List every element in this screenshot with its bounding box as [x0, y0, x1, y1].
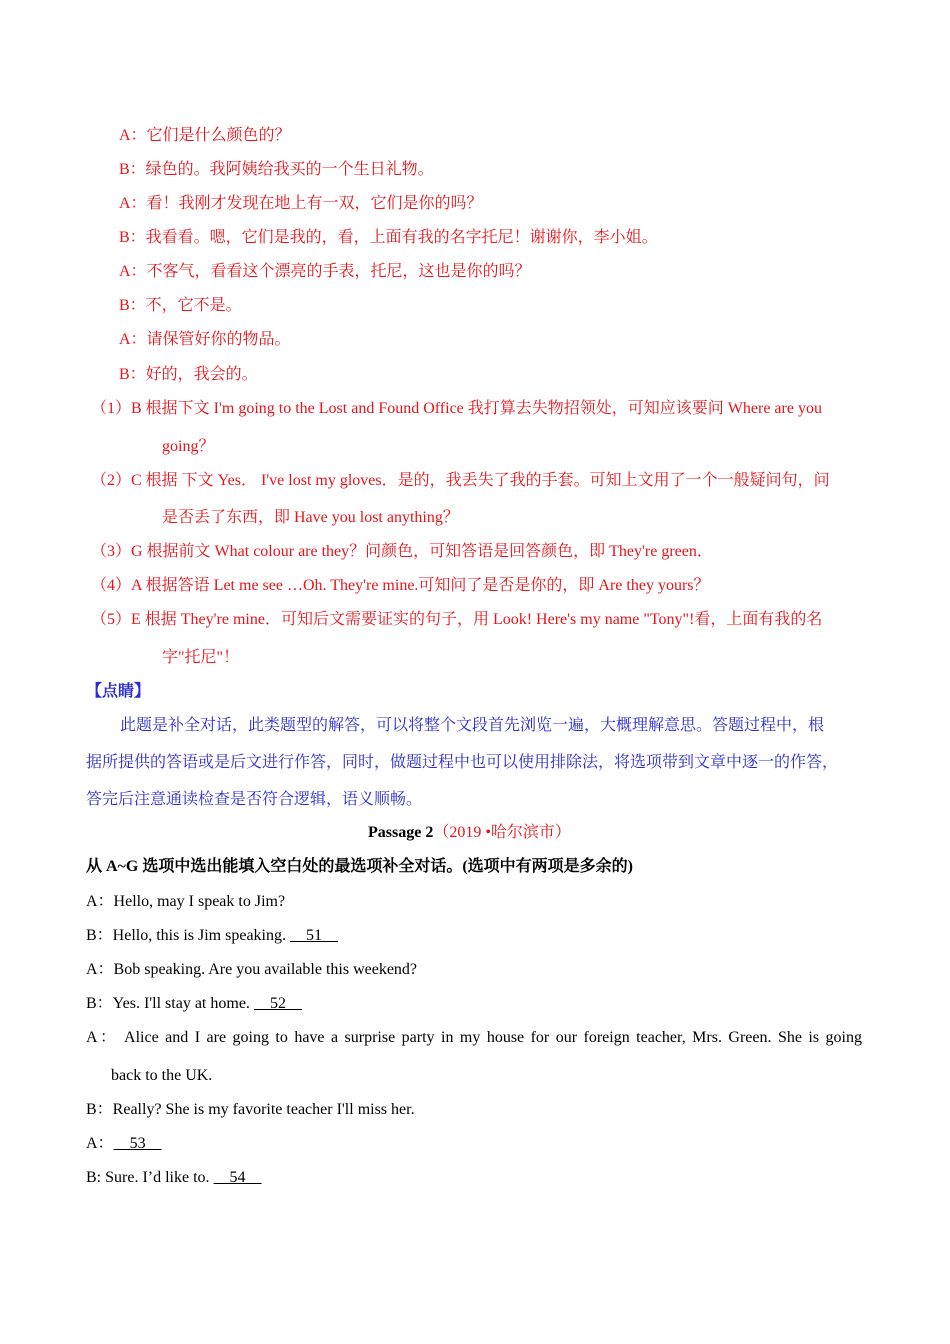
instructions: 从 A~G 选项中选出能填入空白处的最选项补全对话。(选项中有两项是多余的) [86, 858, 633, 875]
dialogue-line: B: Sure. I’d like to. 54 [86, 1169, 262, 1186]
tip-paragraph-line: 此题是补全对话，此类题型的解答，可以将整个文段首先浏览一遍，大概理解意思。答题过程中，根 [120, 717, 825, 734]
answer-explanation-4: （4）A 根据答语 Let me see …Oh. They're mine.可知问了是否是你的，即 Are they yours？ [91, 577, 710, 594]
dialogue-line: B：Really? She is my favorite teacher I'll miss her. [86, 1101, 415, 1118]
tip-heading: 【点睛】 [86, 683, 151, 700]
dialogue-line: B：Hello, this is Jim speaking. 51 [86, 927, 339, 944]
translation-line: B：好的，我会的。 [119, 366, 258, 383]
blank-51[interactable]: 51 [290, 927, 339, 944]
translation-line: B：不，它不是。 [119, 297, 242, 314]
translation-line: A：看！我刚才发现在地上有一双，它们是你的吗？ [119, 195, 483, 212]
answer-explanation-5: （5）E 根据 They're mine．可知后文需要证实的句子，用 Look! Here's my name "Tony"!看，上面有我的名 [91, 611, 823, 628]
dialogue-line-cont: back to the UK. [111, 1067, 213, 1084]
answer-explanation-3: （3）G 根据前文 What colour are they？问颜色，可知答语是回答颜色，即 They're green． [91, 543, 713, 560]
answer-explanation-2-cont: 是否丢了东西，即 Have you lost anything？ [162, 509, 459, 526]
translation-line: B：我看看。嗯，它们是我的，看，上面有我的名字托尼！谢谢你，李小姐。 [119, 229, 658, 246]
passage-title [368, 823, 571, 843]
translation-line: A：不客气，看看这个漂亮的手表，托尼，这也是你的吗？ [119, 263, 531, 280]
dialogue-line: B：Yes. I'll stay at home. 52 [86, 995, 302, 1012]
answer-explanation-1-cont: going？ [162, 438, 215, 455]
answer-explanation-2: （2）C 根据 下文 Yes． I've lost my gloves．是的，我丢失了我的手套。可知上文用了一个一般疑问句，问 [91, 472, 830, 489]
translation-line: B：绿色的。我阿姨给我买的一个生日礼物。 [119, 161, 434, 178]
dialogue-line: A： Alice and I are going to have a surprise party in my house for our foreign teacher, Mrs. Green. She is going [86, 1029, 862, 1046]
tip-paragraph-line: 答完后注意通读检查是否符合逻辑，语义顺畅。 [86, 791, 423, 808]
blank-54[interactable]: 54 [213, 1169, 262, 1186]
blank-52[interactable]: 52 [253, 995, 302, 1012]
translation-line: A：请保管好你的物品。 [119, 331, 291, 348]
translation-line: A：它们是什么颜色的？ [119, 127, 291, 144]
dialogue-line: A：Hello, may I speak to Jim? [86, 893, 286, 910]
dialogue-line: A：Bob speaking. Are you available this weekend? [86, 961, 418, 978]
passage-name: Passage 2 [368, 824, 434, 841]
answer-explanation-5-cont: 字"托尼"！ [162, 649, 240, 666]
dialogue-line: A： 53 [86, 1135, 162, 1152]
answer-explanation-1: （1）B 根据下文 I'm going to the Lost and Found Office 我打算去失物招领处，可知应该要问 Where are you [91, 400, 822, 417]
tip-paragraph-line: 据所提供的答语或是后文进行作答，同时，做题过程中也可以使用排除法，将选项带到文章中逐一的作答， [86, 754, 839, 771]
passage-source: （2019 •哈尔滨市） [433, 824, 571, 841]
blank-53[interactable]: 53 [113, 1135, 162, 1152]
